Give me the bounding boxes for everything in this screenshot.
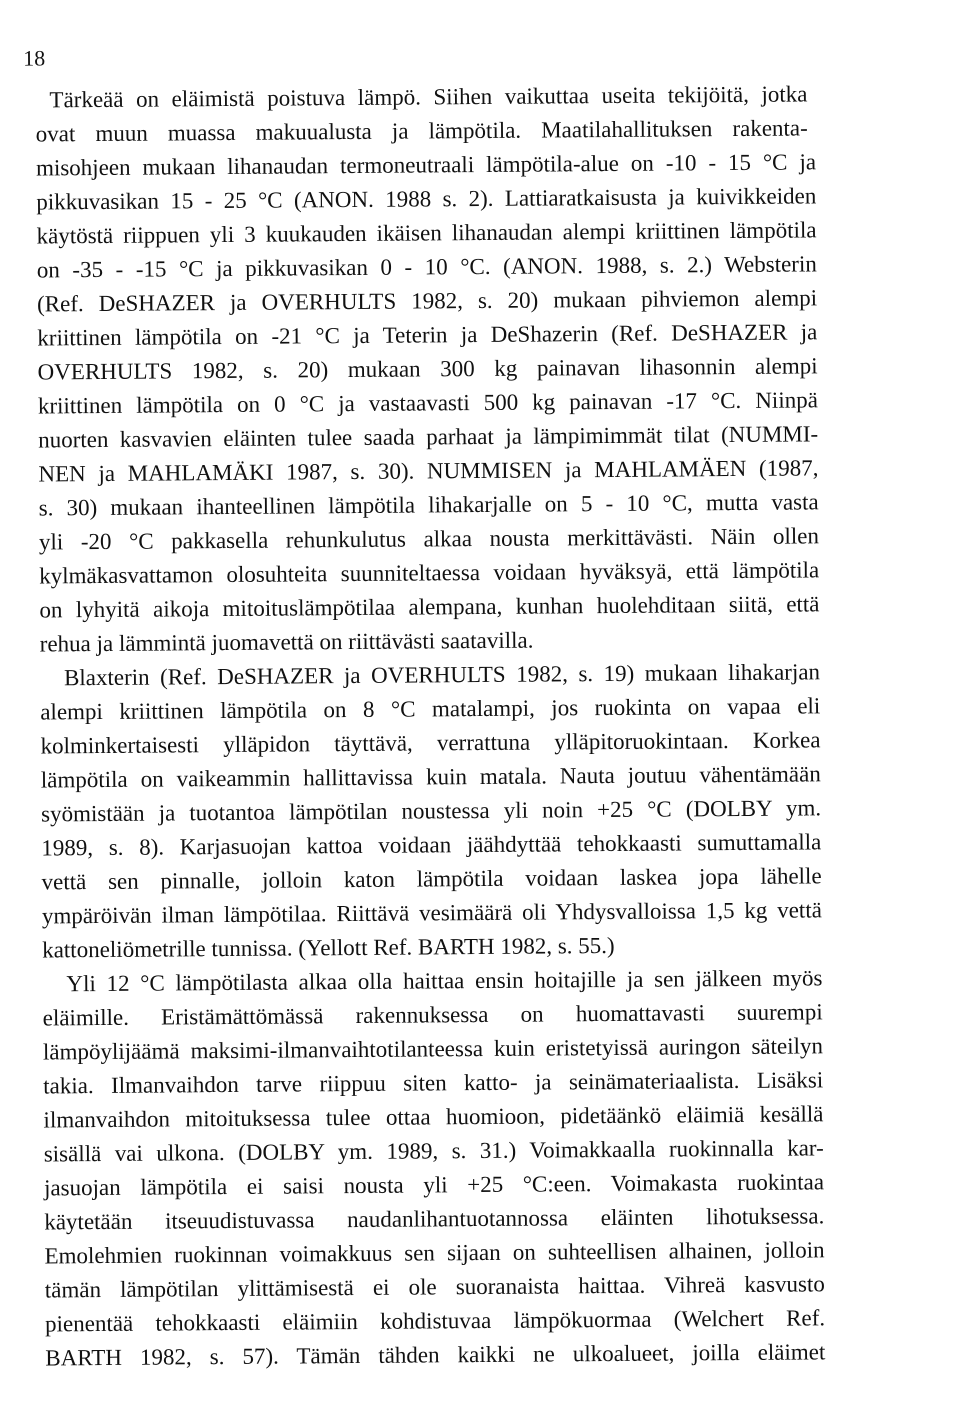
text-line: pienentää tehokkaasti eläimiin kohdistuvaa lämpökuormaa (Welchert Ref.: [44, 1305, 826, 1337]
text-line: eläimille. Eristämättömässä rakennuksessa on huomattavasti suurempi: [42, 999, 823, 1031]
text-line: jasuojan lämpötila ei saisi nousta yli +25 °C:een. Voimakasta ruokintaa: [43, 1169, 825, 1201]
text-line: ympäröivän ilman lämpötilaa. Riittävä vesimäärä oli Yhdysvalloissa 1,5 kg vettä: [41, 897, 822, 929]
text-line: yli -20 °C pakkasella rehunkulutus alkaa nousta merkittävästi. Näin ollen: [38, 523, 820, 555]
text-line: käytöstä riippuen yli 3 kuukauden ikäisen lihanaudan alempi kriittinen lämpötila: [36, 217, 817, 249]
text-line: rehua ja lämmintä juomavettä on riittävästi saatavilla.: [39, 627, 534, 657]
text-line: Yli 12 °C lämpötilasta alkaa olla haittaa ensin hoitajille ja sen jälkeen myös: [66, 965, 823, 997]
text-line: takia. Ilmanvaihdon tarve riippuu siten katto- ja seinämateriaalista. Lisäksi: [43, 1067, 824, 1099]
text-line: kolminkertaisesti ylläpidon täyttävä, verrattuna ylläpitoruokintaan. Korkea: [40, 727, 821, 759]
text-line: s. 30) mukaan ihanteellinen lämpötila lihakarjalle on 5 - 10 °C, mutta vasta: [38, 489, 819, 521]
text-line: OVERHULTS 1982, s. 20) mukaan 300 kg painavan lihasonnin alempi: [37, 353, 818, 385]
text-line: 1989, s. 8). Karjasuojan kattoa voidaan jäähdyttää tehokkaasti sumuttamalla: [41, 829, 822, 861]
page-number: 18: [23, 45, 46, 71]
text-line: (Ref. DeSHAZER ja OVERHULTS 1982, s. 20) mukaan pihviemon alempi: [36, 285, 818, 317]
text-line: kriittinen lämpötila on 0 °C ja vastaavasti 500 kg painavan -17 °C. Niinpä: [37, 387, 818, 419]
text-line: NEN ja MAHLAMÄKI 1987, s. 30). NUMMISEN ja MAHLAMÄEN (1987,: [38, 455, 819, 487]
text-line: lämpöylijäämä maksimi-ilmanvaihtotilanteessa kuin eristetyissä auringon säteilyn: [42, 1033, 824, 1065]
text-line: sisällä vai ulkona. (DOLBY ym. 1989, s. 31.) Voimakkaalla ruokinnalla kar-: [43, 1135, 824, 1167]
text-line: tämän lämpötilan ylittämisestä ei ole suoranaista haittaa. Vihreä kasvusto: [44, 1271, 825, 1303]
text-line: kattoneliömetrille tunnissa. (Yellott Ref. BARTH 1982, s. 55.): [42, 932, 615, 963]
text-line: Tärkeää on eläimistä poistuva lämpö. Siihen vaikuttaa useita tekijöitä, jotka: [49, 81, 808, 113]
text-line: alempi kriittinen lämpötila on 8 °C matalampi, jos ruokinta on vapaa eli: [40, 693, 821, 725]
text-line: kylmäkasvattamon olosuhteita suunniteltaessa voidaan hyväksyä, että lämpötila: [39, 557, 820, 589]
text-line: lämpötila on vaikeammin hallittavissa kuin matala. Nauta joutuu vähentämään: [40, 761, 821, 793]
text-line: misohjeen mukaan lihanaudan termoneutraali lämpötila-alue on -10 - 15 °C ja: [35, 149, 817, 181]
text-line: on -35 - -15 °C ja pikkuvasikan 0 - 10 °C. (ANON. 1988, s. 2.) Websterin: [36, 251, 817, 283]
text-line: Emolehmien ruokinnan voimakkuus sen sijaan on suhteellisen alhainen, jolloin: [44, 1237, 825, 1269]
text-line: BARTH 1982, s. 57). Tämän tähden kaikki ne ulkoalueet, joilla eläimet: [45, 1339, 826, 1371]
text-line: syömistään ja tuotantoa lämpötilan noustessa yli noin +25 °C (DOLBY ym.: [40, 795, 822, 827]
text-line: pikkuvasikan 15 - 25 °C (ANON. 1988 s. 2). Lattiaratkaisusta ja kuivikkeiden: [36, 183, 817, 215]
text-line: ovat muun muassa makuualusta ja lämpötila. Maatilahallituksen rakenta-: [35, 115, 808, 147]
text-line: nuorten kasvavien eläinten tulee saada parhaat ja lämpimimmät tilat (NUMMI-: [38, 421, 819, 453]
text-line: vettä sen pinnalle, jolloin katon lämpötila voidaan laskea jopa lähelle: [41, 863, 822, 895]
text-line: Blaxterin (Ref. DeSHAZER ja OVERHULTS 1982, s. 19) mukaan lihakarjan: [63, 659, 821, 691]
text-line: ilmanvaihdon mitoituksessa tulee ottaa huomioon, pidetäänkö eläimiä kesällä: [43, 1101, 824, 1133]
text-line: on lyhyitä aikoja mitoituslämpötilaa alempana, kunhan huolehditaan siitä, että: [39, 591, 820, 623]
text-line: kriittinen lämpötila on -21 °C ja Teterin ja DeShazerin (Ref. DeSHAZER ja: [37, 319, 818, 351]
text-line: käytetään itseuudistuvassa naudanlihantuotannossa eläinten lihotuksessa.: [44, 1203, 825, 1235]
